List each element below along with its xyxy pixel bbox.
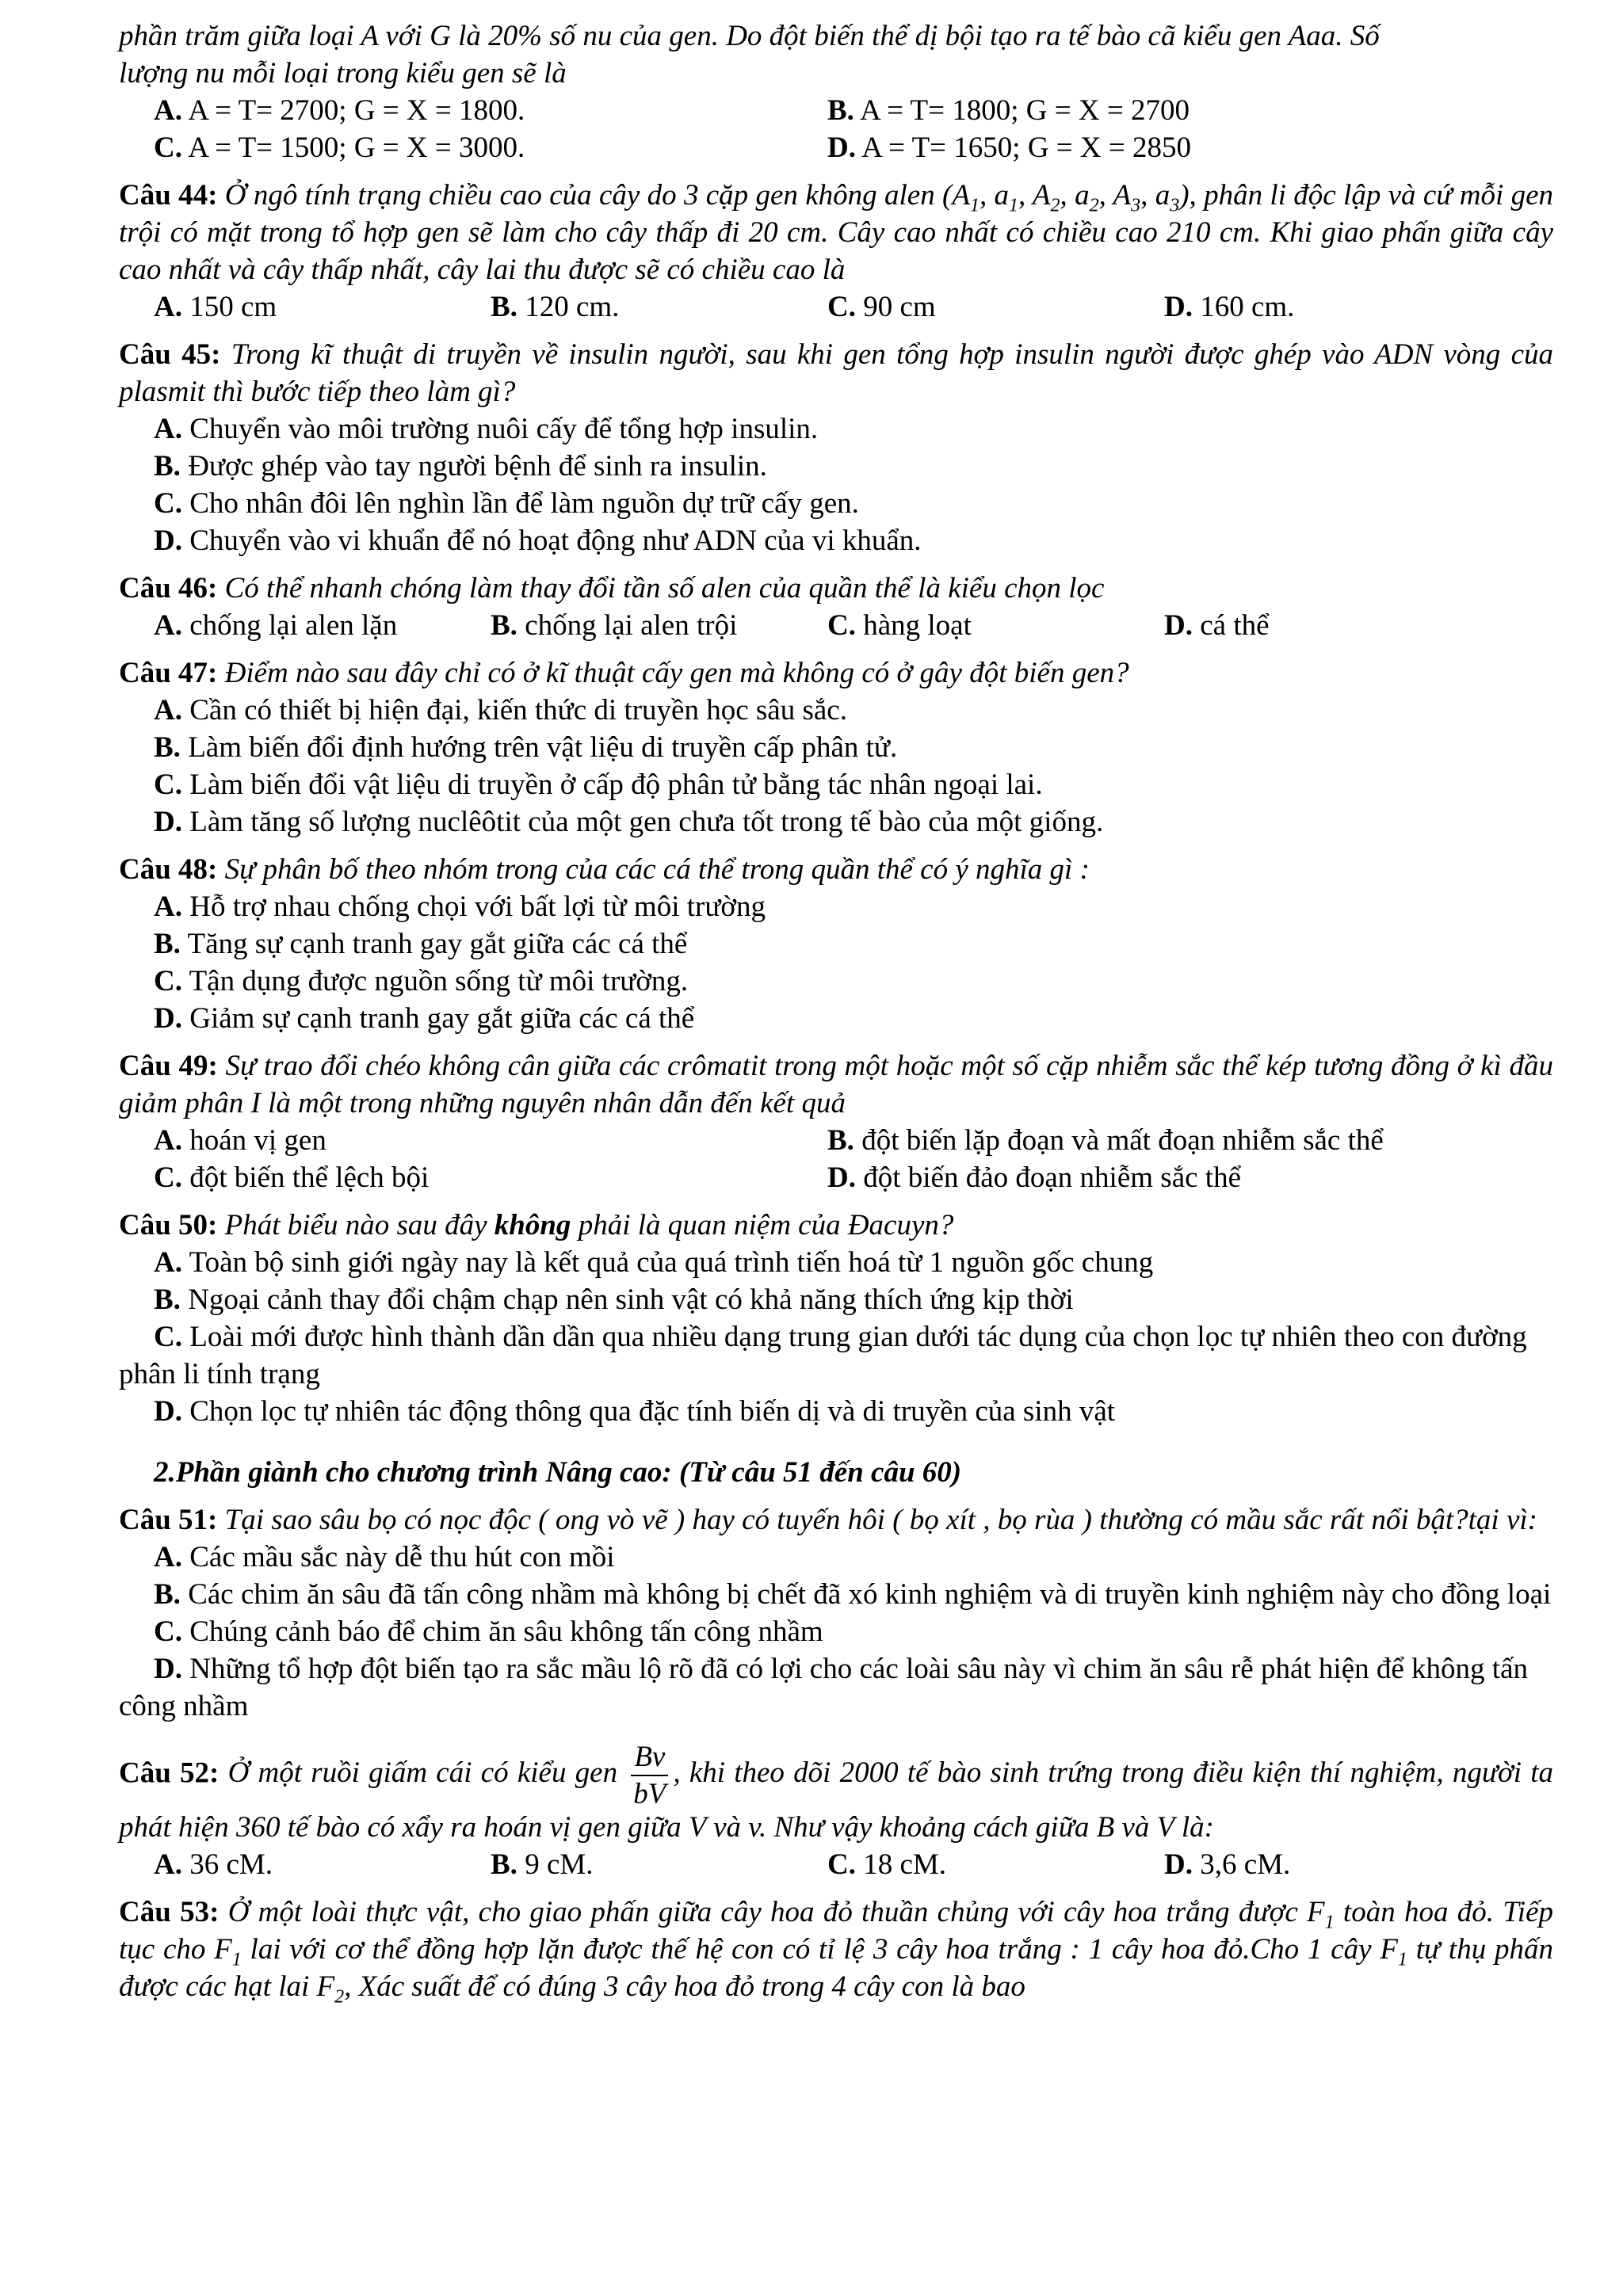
intro-line-2: lượng nu mỗi loại trong kiểu gen sẽ là [119, 57, 567, 90]
option-a[interactable]: A. Chuyển vào môi trường nuôi cấy để tổng hợp insulin. [154, 413, 819, 445]
question-label: Câu 45: [119, 338, 221, 371]
option-d[interactable]: D. Chuyển vào vi khuẩn để nó hoạt động như ADN của vi khuẩn. [154, 524, 922, 557]
option-c[interactable]: C. hàng loạt [827, 609, 972, 642]
q49-options-row-2 [119, 1159, 1553, 1196]
question-stem: Trong kĩ thuật di truyền về insulin người, sau khi gen tổng hợp insulin người được ghép vào ADN vòng của plasmit thì bước tiếp theo làm gì? [119, 338, 1554, 408]
question-label: Câu 50: [119, 1209, 218, 1241]
option-b[interactable]: B. Tăng sự cạnh tranh gay gắt giữa các cá thể [154, 928, 688, 960]
question-label: Câu 49: [119, 1050, 218, 1082]
question-44 [119, 177, 1553, 288]
question-label: Câu 51: [119, 1504, 218, 1536]
question-stem: Sự trao đổi chéo không cân giữa các crômatit trong một hoặc một số cặp nhiễm sắc thể kép tương đồng ở kì đầu giảm phân I là một trong những nguyên nhân dẫn đến kết quả [119, 1050, 1554, 1119]
option-d[interactable]: D. Giảm sự cạnh tranh gay gắt giữa các cá thể [154, 1002, 695, 1035]
option-b[interactable]: B. 120 cm. [491, 291, 620, 323]
option-b[interactable]: B. Được ghép vào tay người bệnh để sinh ra insulin. [154, 450, 767, 482]
option-c[interactable]: C. Cho nhân đôi lên nghìn lần để làm nguồn dự trữ cấy gen. [154, 487, 859, 520]
question-stem: Tại sao sâu bọ có nọc độc ( ong vò vẽ ) hay có tuyến hôi ( bọ xít , bọ rùa ) thường có mầu sắc rất nổi bật?tại vì: [224, 1504, 1537, 1536]
question-53 [119, 1894, 1554, 2008]
option-c[interactable]: C. Tận dụng được nguồn sống từ môi trường. [154, 965, 689, 997]
question-49 [119, 1047, 1553, 1122]
question-label: Câu 46: [119, 572, 218, 605]
option-c[interactable]: C. Loài mới được hình thành dần dần qua nhiều dạng trung gian dưới tác dụng của chọn lọc tự nhiên theo con đường phân li tính trạng [119, 1321, 1527, 1390]
question-stem: Điểm nào sau đây chỉ có ở kĩ thuật cấy gen mà không có ở gây đột biến gen? [224, 657, 1129, 689]
option-d[interactable]: D. A = T= 1650; G = X = 2850 [827, 132, 1192, 164]
option-c[interactable]: C. A = T= 1500; G = X = 3000. [154, 132, 525, 164]
option-b[interactable]: B. Ngoại cảnh thay đổi chậm chạp nên sinh vật có khả năng thích ứng kịp thời [154, 1283, 1074, 1316]
option-a[interactable]: A. hoán vị gen [154, 1124, 327, 1157]
question-stem: Có thể nhanh chóng làm thay đổi tần số alen của quần thể là kiểu chọn lọc [224, 572, 1105, 605]
question-50 [119, 1207, 1553, 1244]
question-label: Câu 53: [119, 1896, 220, 1928]
intro-options-row-1 [119, 92, 1553, 129]
intro-options-row-2 [119, 129, 1553, 166]
option-c[interactable]: C. 90 cm [827, 291, 936, 323]
exam-page [119, 17, 1554, 2008]
question-stem: Ở một loài thực vật, cho giao phấn giữa cây hoa đỏ thuần chủng với cây hoa trắng được $F_1$ toàn hoa đỏ. Tiếp tục cho $F_1$ lai với cơ thể đồng hợp lặn được thế hệ con có tỉ lệ 3 cây hoa trắng : 1 cây hoa đỏ.Cho 1 cây $F_1$ tự thụ phấn được các hạt lai $F_2$, Xác suất để có đúng 3 cây hoa đỏ trong 4 cây con là bao [119, 1896, 1554, 2008]
question-label: Câu 44: [119, 179, 218, 212]
question-stem: Sự phân bố theo nhóm trong của các cá thể trong quần thể có ý nghĩa gì : [224, 853, 1090, 886]
option-b[interactable]: B. đột biến lặp đoạn và mất đoạn nhiễm sắc thể [827, 1124, 1384, 1157]
option-a[interactable]: A. Toàn bộ sinh giới ngày nay là kết quả của quá trình tiến hoá từ 1 nguồn gốc chung [154, 1246, 1154, 1279]
option-a[interactable]: A. Cần có thiết bị hiện đại, kiến thức di truyền học sâu sắc. [154, 694, 847, 727]
question-label: Câu 48: [119, 853, 218, 886]
question-stem: Ở ngô tính trạng chiều cao của cây do 3 cặp gen không alen ($A_1$, $a_1$, $A_2$, $a_2$, $A_3$, $a_3$), phân li độc lập và cứ mỗi gen trội có mặt trong tổ hợp gen sẽ làm cho cây thấp đi 20 cm. Cây cao nhất có chiều cao 210 cm. Khi giao phấn giữa cây cao nhất và cây thấp nhất, cây lai thu được sẽ có chiều cao là [119, 179, 1554, 286]
genotype-fraction: $\frac{Bv}{bV}$ [631, 1742, 668, 1809]
option-d[interactable]: D. Chọn lọc tự nhiên tác động thông qua đặc tính biến dị và di truyền của sinh vật [154, 1395, 1116, 1428]
option-d[interactable]: D. Làm tăng số lượng nuclêôtit của một gen chưa tốt trong tế bào của một giống. [154, 806, 1104, 838]
q49-options-row-1 [119, 1122, 1553, 1159]
section-heading: 2.Phần giành cho chương trình Nâng cao: (Từ câu 51 đến câu 60) [154, 1456, 962, 1489]
question-stem: Ở một ruồi giấm cái có kiểu gen $\frac{Bv}{bV}$ , khi theo dõi 2000 tế bào sinh trứng trong điều kiện thí nghiệm, người ta phát hiện 360 tế bào có xẩy ra hoán vị gen giữa V và v. Như vậy khoảng cách giữa B và V là: [119, 1741, 1554, 1844]
q46-options [119, 607, 1553, 644]
option-b[interactable]: B. Làm biến đổi định hướng trên vật liệu di truyền cấp phân tử. [154, 731, 898, 764]
option-d[interactable]: D. 160 cm. [1164, 291, 1295, 323]
question-46 [119, 570, 1553, 607]
intro-text [119, 17, 1553, 92]
option-a[interactable]: A. Hỗ trợ nhau chống chọi với bất lợi từ môi trường [154, 891, 766, 923]
question-label: Câu 47: [119, 657, 218, 689]
question-52 [119, 1742, 1553, 1846]
option-d[interactable]: D. 3,6 cM. [1164, 1848, 1291, 1881]
question-stem: Phát biểu nào sau đây không phải là quan niệm của Đacuyn? [224, 1209, 954, 1241]
option-d[interactable]: D. cá thể [1164, 609, 1270, 642]
q44-options [119, 288, 1553, 326]
option-a[interactable]: A. 150 cm [154, 291, 277, 323]
option-b[interactable]: B. A = T= 1800; G = X = 2700 [827, 94, 1190, 127]
option-a[interactable]: A. Các mầu sắc này dễ thu hút con mồi [154, 1541, 615, 1573]
question-51 [119, 1501, 1553, 1539]
option-c[interactable]: C. 18 cM. [827, 1848, 947, 1881]
option-b[interactable]: B. Các chim ăn sâu đã tấn công nhầm mà không bị chết đã xó kinh nghiệm và di truyền kinh nghiệm này cho đồng loại [154, 1578, 1552, 1611]
question-47 [119, 654, 1553, 692]
option-b[interactable]: B. 9 cM. [491, 1848, 594, 1881]
option-d[interactable]: D. Những tổ hợp đột biến tạo ra sắc mầu lộ rõ đã có lợi cho các loài sâu này vì chim ăn sâu rễ phát hiện để không tấn công nhầm [119, 1653, 1528, 1722]
option-a[interactable]: A. chống lại alen lặn [154, 609, 398, 642]
intro-line-1: phần trăm giữa loại A với G là 20% số nu của gen. Do đột biến thể dị bội tạo ra tế bào cã kiểu gen Aaa. Số [119, 20, 1380, 52]
question-label: Câu 52: [119, 1756, 220, 1790]
option-a[interactable]: A. A = T= 2700; G = X = 1800. [154, 94, 525, 127]
question-45 [119, 336, 1553, 410]
q52-options [119, 1846, 1553, 1883]
option-d[interactable]: D. đột biến đảo đoạn nhiễm sắc thể [827, 1161, 1241, 1194]
option-c[interactable]: C. Chúng cảnh báo để chim ăn sâu không tấn công nhầm [154, 1615, 823, 1648]
option-a[interactable]: A. 36 cM. [154, 1848, 273, 1881]
question-48 [119, 851, 1553, 888]
option-c[interactable]: C. Làm biến đổi vật liệu di truyền ở cấp độ phân tử bằng tác nhân ngoại lai. [154, 769, 1043, 801]
option-b[interactable]: B. chống lại alen trội [491, 609, 738, 642]
option-c[interactable]: C. đột biến thể lệch bội [154, 1161, 430, 1194]
